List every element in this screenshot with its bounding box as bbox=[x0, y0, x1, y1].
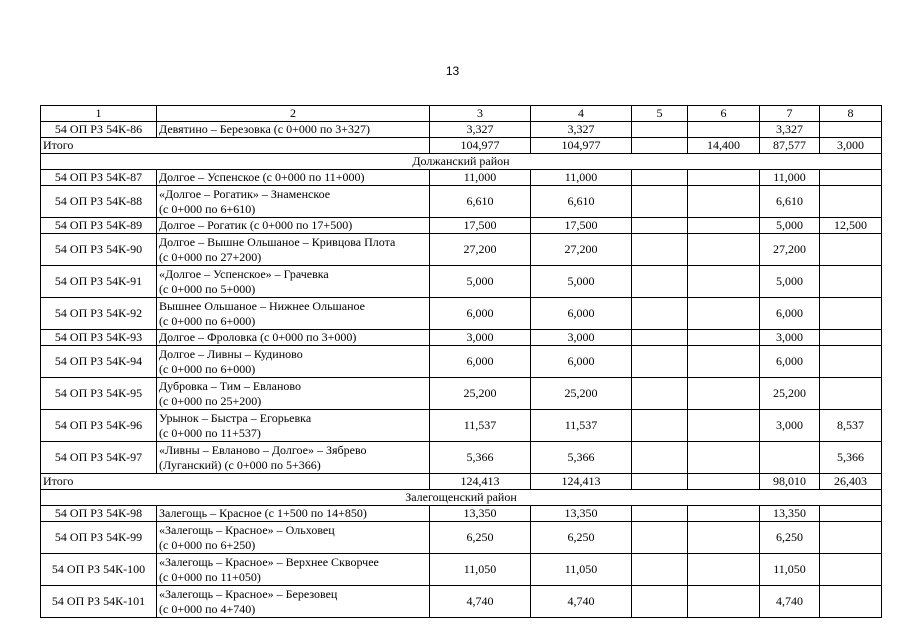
table-row bbox=[41, 586, 882, 618]
road-name-line: Долгое – Фроловка (с 0+000 по 3+000) bbox=[159, 330, 357, 344]
road-name-line: Залегощь – Красное (с 1+500 по 14+850) bbox=[159, 506, 367, 520]
road-name-line: (с 0+000 по 27+200) bbox=[159, 249, 262, 264]
value-cell-c4: 11,050 bbox=[531, 554, 632, 586]
road-name-line: «Залегощь – Красное» – Березовец bbox=[159, 586, 338, 601]
total-row bbox=[41, 138, 882, 154]
road-name-line: «Долгое – Рогатик» – Знаменское bbox=[159, 186, 331, 201]
road-code: 54 ОП РЗ 54К-95 bbox=[41, 378, 157, 410]
table-row bbox=[41, 170, 882, 186]
header-cell-6: 6 bbox=[688, 106, 760, 122]
value-cell-c5 bbox=[632, 234, 688, 266]
section-row bbox=[41, 154, 882, 170]
value-cell-c4: 5,366 bbox=[531, 442, 632, 474]
road-name-line: Девятино – Березовка (с 0+000 по 3+327) bbox=[159, 122, 371, 136]
road-name bbox=[157, 186, 430, 218]
value-cell-c8 bbox=[820, 266, 882, 298]
road-name bbox=[157, 346, 430, 378]
total-row bbox=[41, 474, 882, 490]
value-cell-c5 bbox=[632, 266, 688, 298]
road-code: 54 ОП РЗ 54К-88 bbox=[41, 186, 157, 218]
value-cell-c7: 87,577 bbox=[760, 138, 820, 154]
value-cell-c3: 6,610 bbox=[430, 186, 531, 218]
table-row bbox=[41, 266, 882, 298]
value-cell-c4: 6,250 bbox=[531, 522, 632, 554]
road-name-line: (с 0+000 по 6+610) bbox=[159, 201, 256, 216]
value-cell-c7: 3,000 bbox=[760, 330, 820, 346]
table-row bbox=[41, 506, 882, 522]
road-name-line: (с 0+000 по 25+200) bbox=[159, 393, 262, 408]
value-cell-c6 bbox=[688, 218, 760, 234]
value-cell-c4: 27,200 bbox=[531, 234, 632, 266]
value-cell-c7: 27,200 bbox=[760, 234, 820, 266]
road-code: 54 ОП РЗ 54К-86 bbox=[41, 122, 157, 138]
value-cell-c8 bbox=[820, 170, 882, 186]
road-name bbox=[157, 234, 430, 266]
roads-table bbox=[40, 105, 882, 618]
value-cell-c8: 8,537 bbox=[820, 410, 882, 442]
value-cell-c3: 6,000 bbox=[430, 346, 531, 378]
value-cell-c4: 3,000 bbox=[531, 330, 632, 346]
value-cell-c6 bbox=[688, 506, 760, 522]
value-cell-c5 bbox=[632, 186, 688, 218]
road-name-line: (с 0+000 по 6+250) bbox=[159, 537, 256, 552]
value-cell-c8: 26,403 bbox=[820, 474, 882, 490]
table-row bbox=[41, 298, 882, 330]
value-cell-c7: 6,000 bbox=[760, 346, 820, 378]
road-name bbox=[157, 122, 430, 138]
road-name-line: «Залегощь – Красное» – Ольховец bbox=[159, 522, 335, 537]
value-cell-c7: 11,050 bbox=[760, 554, 820, 586]
road-code: 54 ОП РЗ 54К-99 bbox=[41, 522, 157, 554]
road-name-line: (с 0+000 по 6+000) bbox=[159, 361, 256, 376]
table-row bbox=[41, 378, 882, 410]
value-cell-c7: 3,327 bbox=[760, 122, 820, 138]
value-cell-c8 bbox=[820, 586, 882, 618]
value-cell-c7: 6,610 bbox=[760, 186, 820, 218]
value-cell-c6 bbox=[688, 586, 760, 618]
section-title: Должанский район bbox=[41, 154, 882, 170]
value-cell-c8 bbox=[820, 522, 882, 554]
value-cell-c4: 13,350 bbox=[531, 506, 632, 522]
road-name-line: Долгое – Вышне Ольшаное – Кривцова Плота bbox=[159, 234, 396, 249]
road-name bbox=[157, 378, 430, 410]
value-cell-c7: 3,000 bbox=[760, 410, 820, 442]
value-cell-c8 bbox=[820, 298, 882, 330]
total-label: Итого bbox=[41, 138, 430, 154]
value-cell-c8 bbox=[820, 234, 882, 266]
section-title: Залегощенский район bbox=[41, 490, 882, 506]
road-name bbox=[157, 554, 430, 586]
value-cell-c8: 3,000 bbox=[820, 138, 882, 154]
header-cell-3: 3 bbox=[430, 106, 531, 122]
value-cell-c8 bbox=[820, 330, 882, 346]
header-cell-5: 5 bbox=[632, 106, 688, 122]
value-cell-c3: 11,000 bbox=[430, 170, 531, 186]
road-name bbox=[157, 506, 430, 522]
value-cell-c5 bbox=[632, 554, 688, 586]
value-cell-c6 bbox=[688, 266, 760, 298]
value-cell-c3: 6,000 bbox=[430, 298, 531, 330]
value-cell-c7: 5,000 bbox=[760, 218, 820, 234]
road-code: 54 ОП РЗ 54К-92 bbox=[41, 298, 157, 330]
value-cell-c3: 11,537 bbox=[430, 410, 531, 442]
road-name-line: Вышнее Ольшаное – Нижнее Ольшаное bbox=[159, 298, 366, 313]
road-name-line: (с 0+000 по 11+537) bbox=[159, 425, 261, 440]
value-cell-c8 bbox=[820, 554, 882, 586]
value-cell-c6 bbox=[688, 474, 760, 490]
road-name bbox=[157, 298, 430, 330]
road-name-line: Долгое – Успенское (с 0+000 по 11+000) bbox=[159, 170, 365, 184]
value-cell-c7: 13,350 bbox=[760, 506, 820, 522]
value-cell-c4: 124,413 bbox=[531, 474, 632, 490]
value-cell-c5 bbox=[632, 170, 688, 186]
value-cell-c7: 5,000 bbox=[760, 266, 820, 298]
road-code: 54 ОП РЗ 54К-87 bbox=[41, 170, 157, 186]
value-cell-c3: 5,000 bbox=[430, 266, 531, 298]
value-cell-c5 bbox=[632, 474, 688, 490]
road-name bbox=[157, 266, 430, 298]
value-cell-c4: 6,610 bbox=[531, 186, 632, 218]
road-name bbox=[157, 330, 430, 346]
value-cell-c3: 25,200 bbox=[430, 378, 531, 410]
value-cell-c6 bbox=[688, 554, 760, 586]
value-cell-c5 bbox=[632, 410, 688, 442]
road-code: 54 ОП РЗ 54К-101 bbox=[41, 586, 157, 618]
value-cell-c3: 104,977 bbox=[430, 138, 531, 154]
value-cell-c6 bbox=[688, 186, 760, 218]
value-cell-c5 bbox=[632, 506, 688, 522]
value-cell-c6 bbox=[688, 522, 760, 554]
value-cell-c3: 5,366 bbox=[430, 442, 531, 474]
table-row bbox=[41, 442, 882, 474]
header-cell-7: 7 bbox=[760, 106, 820, 122]
value-cell-c8 bbox=[820, 122, 882, 138]
value-cell-c3: 3,327 bbox=[430, 122, 531, 138]
table-row bbox=[41, 330, 882, 346]
road-code: 54 ОП РЗ 54К-94 bbox=[41, 346, 157, 378]
road-name-line: (с 0+000 по 4+740) bbox=[159, 601, 256, 616]
value-cell-c3: 6,250 bbox=[430, 522, 531, 554]
road-name-line: (с 0+000 по 11+050) bbox=[159, 569, 261, 584]
road-name bbox=[157, 170, 430, 186]
header-cell-2: 2 bbox=[157, 106, 430, 122]
road-code: 54 ОП РЗ 54К-90 bbox=[41, 234, 157, 266]
value-cell-c3: 27,200 bbox=[430, 234, 531, 266]
value-cell-c4: 6,000 bbox=[531, 346, 632, 378]
road-name-line: Долгое – Рогатик (с 0+000 по 17+500) bbox=[159, 218, 353, 232]
header-cell-8: 8 bbox=[820, 106, 882, 122]
value-cell-c5 bbox=[632, 586, 688, 618]
value-cell-c3: 124,413 bbox=[430, 474, 531, 490]
value-cell-c8 bbox=[820, 186, 882, 218]
value-cell-c4: 5,000 bbox=[531, 266, 632, 298]
value-cell-c5 bbox=[632, 330, 688, 346]
value-cell-c3: 13,350 bbox=[430, 506, 531, 522]
value-cell-c4: 11,537 bbox=[531, 410, 632, 442]
road-name bbox=[157, 218, 430, 234]
value-cell-c5 bbox=[632, 122, 688, 138]
value-cell-c4: 4,740 bbox=[531, 586, 632, 618]
table-body bbox=[41, 106, 882, 618]
table-row bbox=[41, 554, 882, 586]
road-name-line: «Залегощь – Красное» – Верхнее Скворчее bbox=[159, 554, 379, 569]
value-cell-c8 bbox=[820, 506, 882, 522]
value-cell-c6 bbox=[688, 170, 760, 186]
value-cell-c6 bbox=[688, 410, 760, 442]
header-row bbox=[41, 106, 882, 122]
value-cell-c4: 6,000 bbox=[531, 298, 632, 330]
table-row bbox=[41, 234, 882, 266]
value-cell-c4: 11,000 bbox=[531, 170, 632, 186]
value-cell-c7 bbox=[760, 442, 820, 474]
value-cell-c4: 3,327 bbox=[531, 122, 632, 138]
road-name-line: Дубровка – Тим – Евланово bbox=[159, 378, 301, 393]
value-cell-c8: 5,366 bbox=[820, 442, 882, 474]
value-cell-c5 bbox=[632, 522, 688, 554]
table-row bbox=[41, 522, 882, 554]
road-code: 54 ОП РЗ 54К-96 bbox=[41, 410, 157, 442]
header-cell-1: 1 bbox=[41, 106, 157, 122]
value-cell-c5 bbox=[632, 218, 688, 234]
value-cell-c5 bbox=[632, 346, 688, 378]
total-label: Итого bbox=[41, 474, 430, 490]
road-name-line: Урынок – Быстра – Егорьевка bbox=[159, 410, 312, 425]
value-cell-c3: 3,000 bbox=[430, 330, 531, 346]
table-row bbox=[41, 186, 882, 218]
value-cell-c5 bbox=[632, 298, 688, 330]
table-row bbox=[41, 218, 882, 234]
table-row bbox=[41, 122, 882, 138]
value-cell-c5 bbox=[632, 442, 688, 474]
section-row bbox=[41, 490, 882, 506]
value-cell-c8: 12,500 bbox=[820, 218, 882, 234]
value-cell-c3: 4,740 bbox=[430, 586, 531, 618]
road-code: 54 ОП РЗ 54К-91 bbox=[41, 266, 157, 298]
road-code: 54 ОП РЗ 54К-89 bbox=[41, 218, 157, 234]
road-name bbox=[157, 410, 430, 442]
value-cell-c8 bbox=[820, 346, 882, 378]
value-cell-c6 bbox=[688, 122, 760, 138]
road-code: 54 ОП РЗ 54К-97 bbox=[41, 442, 157, 474]
value-cell-c3: 17,500 bbox=[430, 218, 531, 234]
road-name bbox=[157, 442, 430, 474]
road-code: 54 ОП РЗ 54К-100 bbox=[41, 554, 157, 586]
road-name-line: «Ливны – Евланово – Долгое» – Зябрево bbox=[159, 442, 367, 457]
table-row bbox=[41, 346, 882, 378]
road-code: 54 ОП РЗ 54К-98 bbox=[41, 506, 157, 522]
value-cell-c7: 6,250 bbox=[760, 522, 820, 554]
header-cell-4: 4 bbox=[531, 106, 632, 122]
road-name-line: Долгое – Ливны – Кудиново bbox=[159, 346, 303, 361]
value-cell-c5 bbox=[632, 138, 688, 154]
road-name-line: (с 0+000 по 6+000) bbox=[159, 313, 256, 328]
page-number: 13 bbox=[445, 64, 460, 78]
road-code: 54 ОП РЗ 54К-93 bbox=[41, 330, 157, 346]
value-cell-c4: 17,500 bbox=[531, 218, 632, 234]
value-cell-c6 bbox=[688, 346, 760, 378]
value-cell-c6 bbox=[688, 330, 760, 346]
value-cell-c6 bbox=[688, 298, 760, 330]
value-cell-c6 bbox=[688, 442, 760, 474]
value-cell-c7: 6,000 bbox=[760, 298, 820, 330]
road-name-line: «Долгое – Успенское» – Грачевка bbox=[159, 266, 329, 281]
value-cell-c6 bbox=[688, 234, 760, 266]
value-cell-c6 bbox=[688, 378, 760, 410]
road-name bbox=[157, 586, 430, 618]
value-cell-c8 bbox=[820, 378, 882, 410]
value-cell-c4: 104,977 bbox=[531, 138, 632, 154]
road-name-line: (Луганский) (с 0+000 по 5+366) bbox=[159, 457, 321, 472]
value-cell-c7: 4,740 bbox=[760, 586, 820, 618]
road-name bbox=[157, 522, 430, 554]
value-cell-c6: 14,400 bbox=[688, 138, 760, 154]
value-cell-c5 bbox=[632, 378, 688, 410]
value-cell-c3: 11,050 bbox=[430, 554, 531, 586]
value-cell-c7: 11,000 bbox=[760, 170, 820, 186]
value-cell-c4: 25,200 bbox=[531, 378, 632, 410]
value-cell-c7: 25,200 bbox=[760, 378, 820, 410]
road-name-line: (с 0+000 по 5+000) bbox=[159, 281, 256, 296]
value-cell-c7: 98,010 bbox=[760, 474, 820, 490]
table-row bbox=[41, 410, 882, 442]
